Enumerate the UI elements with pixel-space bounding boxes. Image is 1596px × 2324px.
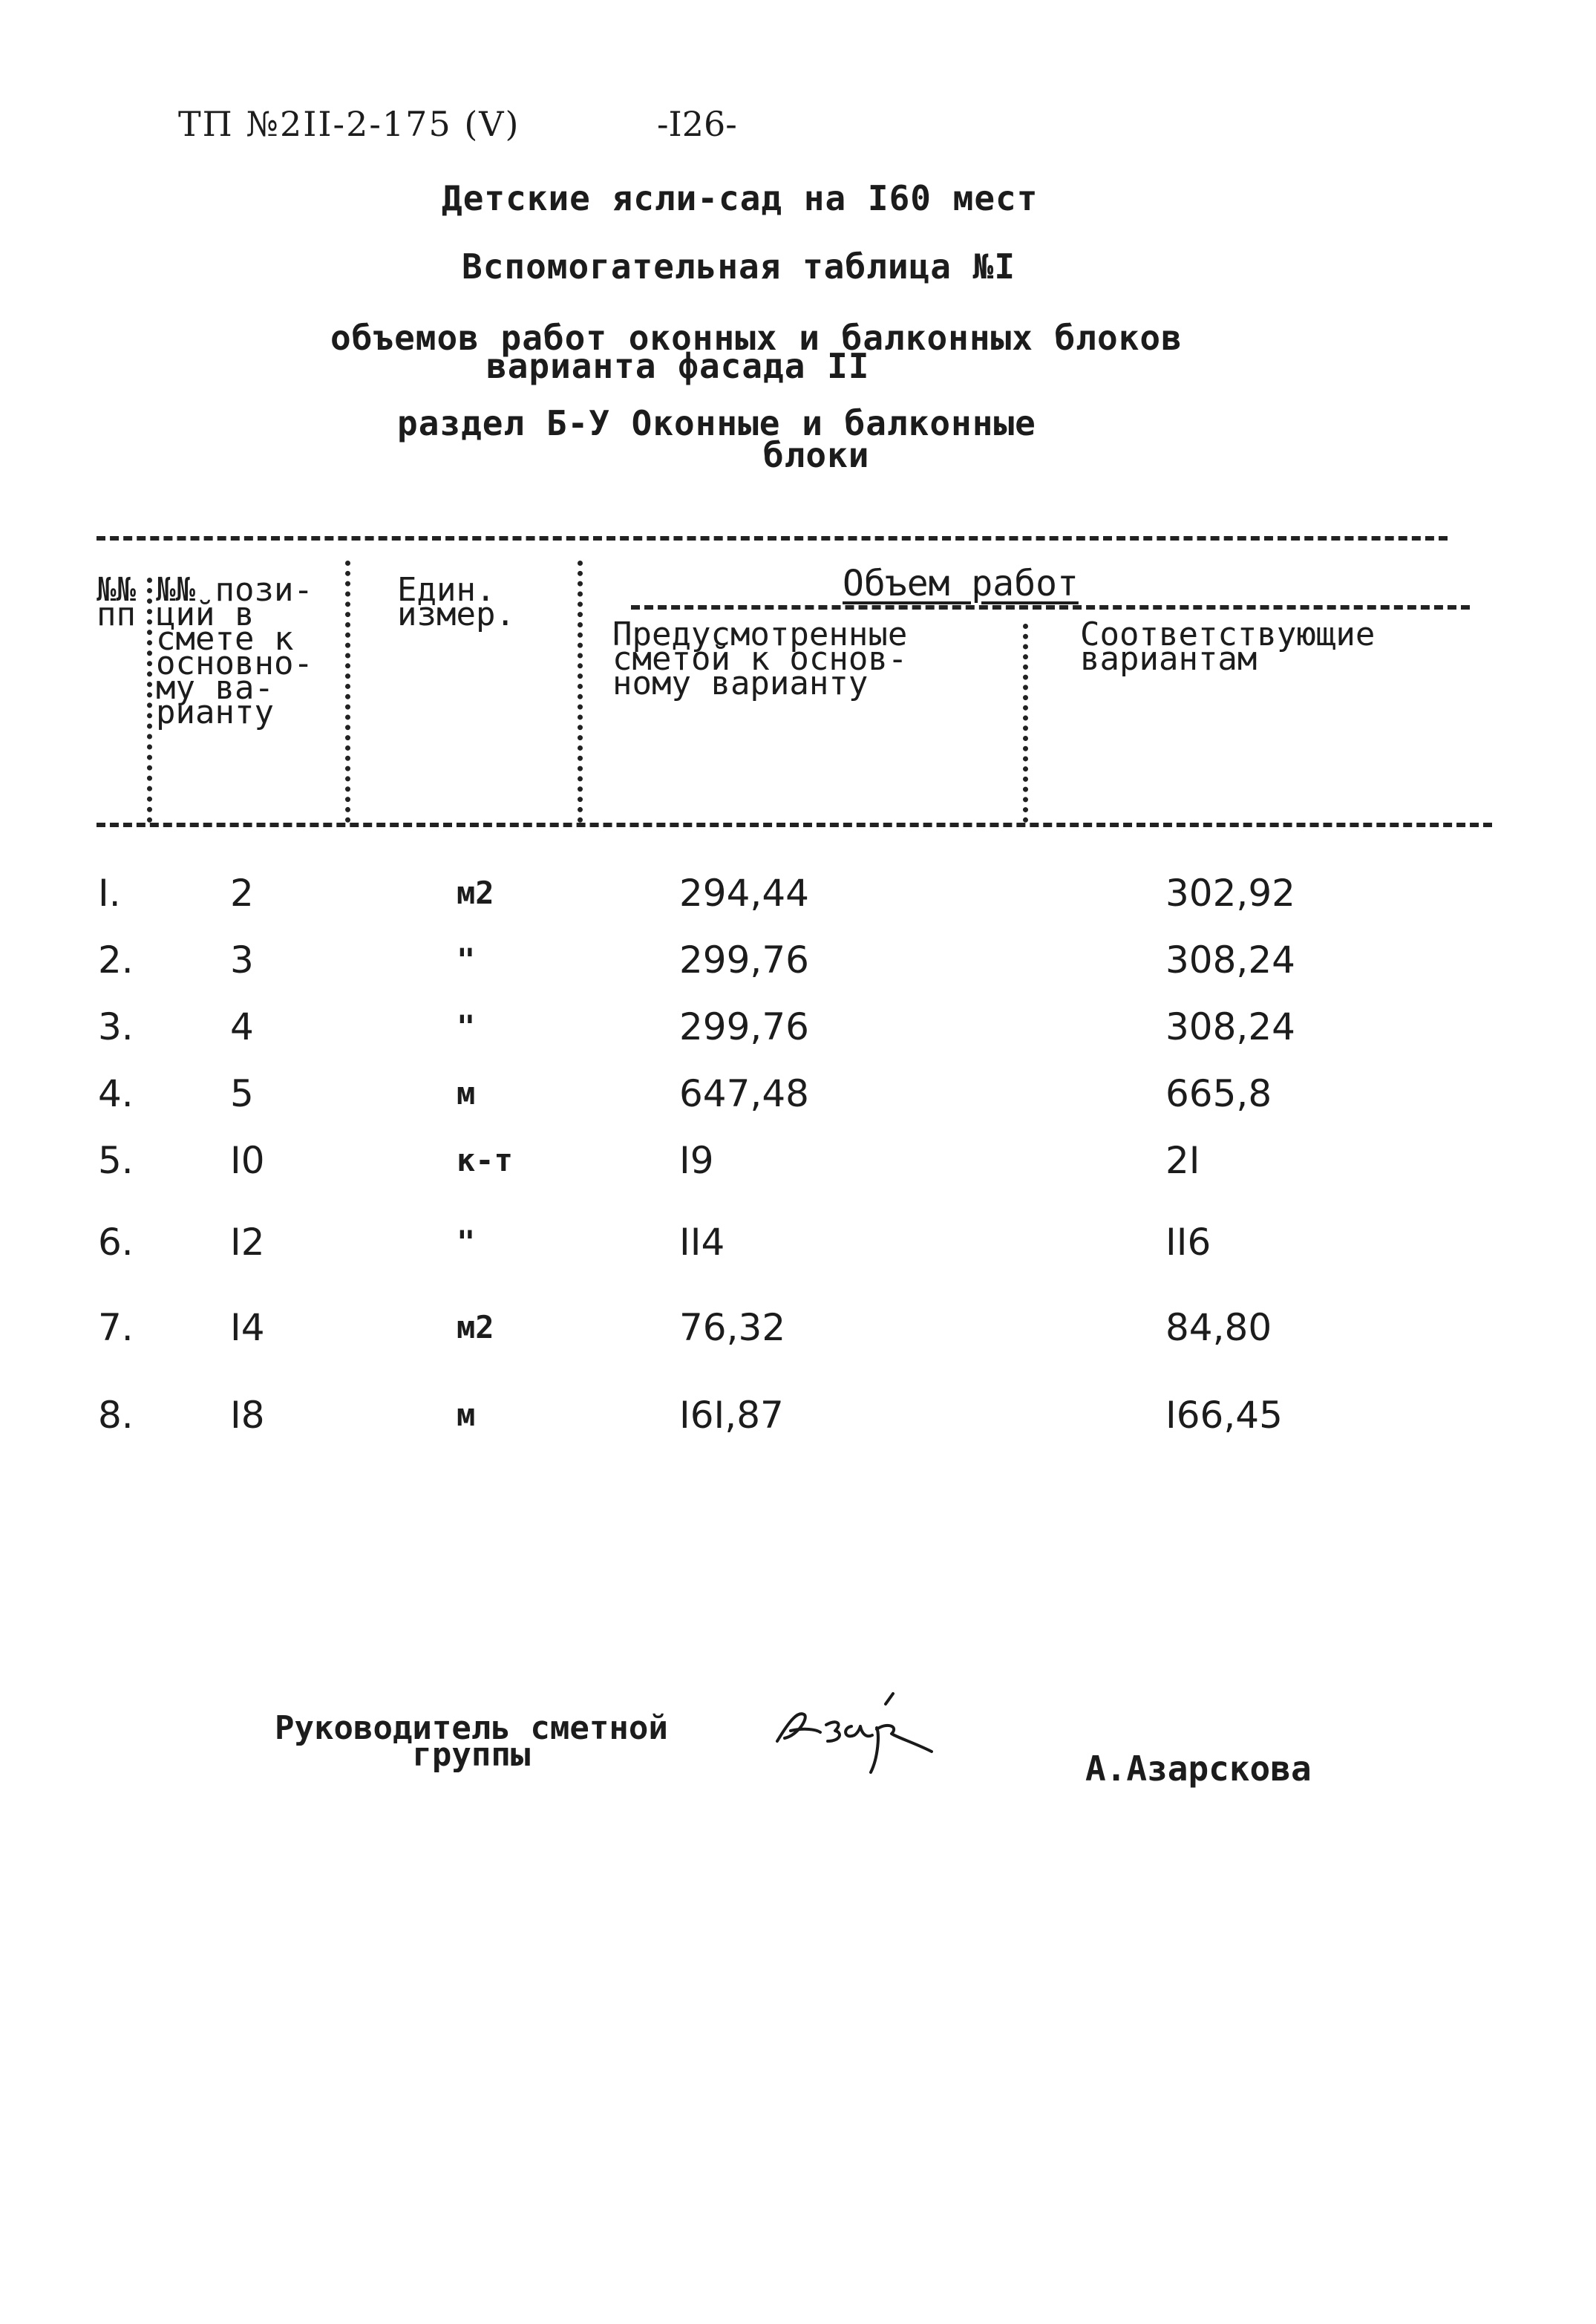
- group-header-rule: [631, 605, 1470, 610]
- header-base-variant: Предусмотренные сметой к основ- ному варианту: [612, 616, 908, 702]
- column-divider-4: [1023, 624, 1028, 823]
- row-base-value: 299,76: [679, 1005, 809, 1048]
- row-unit: м: [457, 1075, 476, 1112]
- handwritten-signature: [768, 1689, 961, 1781]
- row-base-value: I9: [679, 1139, 714, 1182]
- row-position: 3: [230, 939, 254, 982]
- row-base-value: 647,48: [679, 1072, 809, 1115]
- row-variant-value: 308,24: [1165, 939, 1295, 982]
- row-number: 6.: [98, 1221, 134, 1264]
- row-unit: м2: [457, 875, 494, 911]
- signatory-title: Руководитель сметной группы: [275, 1709, 668, 1774]
- row-number: 3.: [98, 1005, 134, 1048]
- row-number: 8.: [98, 1394, 134, 1437]
- row-position: I8: [230, 1394, 265, 1437]
- row-unit: к-т: [457, 1142, 513, 1178]
- row-number: I.: [98, 872, 121, 915]
- column-divider-3: [578, 561, 583, 823]
- page-number: -I26-: [657, 104, 737, 144]
- signatory-name: А.Азарскова: [1085, 1749, 1312, 1789]
- row-number: 2.: [98, 939, 134, 982]
- document-title: Детские ясли-сад на I60 мест: [442, 178, 1039, 218]
- row-base-value: I6I,87: [679, 1394, 784, 1437]
- row-number: 7.: [98, 1306, 134, 1349]
- header-work-volume: Объем работ: [843, 563, 1079, 604]
- row-number: 4.: [98, 1072, 134, 1115]
- table-title: Вспомогательная таблица №I: [462, 247, 1016, 287]
- table-top-rule: [97, 536, 1448, 541]
- row-unit: м2: [457, 1309, 494, 1345]
- column-divider-2: [345, 561, 350, 823]
- header-bottom-rule: [97, 823, 1492, 827]
- column-divider-1: [147, 578, 152, 823]
- row-base-value: 294,44: [679, 872, 809, 915]
- row-unit: ": [457, 1008, 476, 1045]
- row-position: I4: [230, 1306, 265, 1349]
- header-row-number: №№ пп: [97, 571, 136, 633]
- row-position: 4: [230, 1005, 254, 1048]
- row-variant-value: 665,8: [1165, 1072, 1272, 1115]
- row-position: 2: [230, 872, 254, 915]
- row-variant-value: 302,92: [1165, 872, 1295, 915]
- table-subtitle-line2: варианта фасада II: [486, 346, 870, 386]
- header-corresponding-variants: Соответствующие вариантам: [1080, 616, 1376, 678]
- document-reference: ТП №2II-2-175 (V): [178, 104, 520, 144]
- row-base-value: 76,32: [679, 1306, 786, 1349]
- row-variant-value: I66,45: [1165, 1394, 1283, 1437]
- row-position: I0: [230, 1139, 265, 1182]
- row-variant-value: 84,80: [1165, 1306, 1272, 1349]
- header-position: №№ пози- ций в смете к основно- му ва- рианту: [156, 571, 313, 731]
- row-position: I2: [230, 1221, 265, 1264]
- row-variant-value: 2I: [1165, 1139, 1200, 1182]
- row-unit: м: [457, 1397, 476, 1433]
- section-heading-line1: раздел Б-У Оконные и балконные: [397, 403, 1036, 443]
- row-base-value: II4: [679, 1221, 725, 1264]
- row-variant-value: 308,24: [1165, 1005, 1295, 1048]
- row-unit: ": [457, 1224, 476, 1260]
- row-number: 5.: [98, 1139, 134, 1182]
- row-base-value: 299,76: [679, 939, 809, 982]
- row-position: 5: [230, 1072, 254, 1115]
- table-subtitle-line1: объемов работ оконных и балконных блоков: [330, 318, 1183, 358]
- section-heading-line2: блоки: [763, 435, 870, 475]
- header-unit: Един. измер.: [397, 571, 515, 633]
- row-variant-value: II6: [1165, 1221, 1211, 1264]
- row-unit: ": [457, 941, 476, 978]
